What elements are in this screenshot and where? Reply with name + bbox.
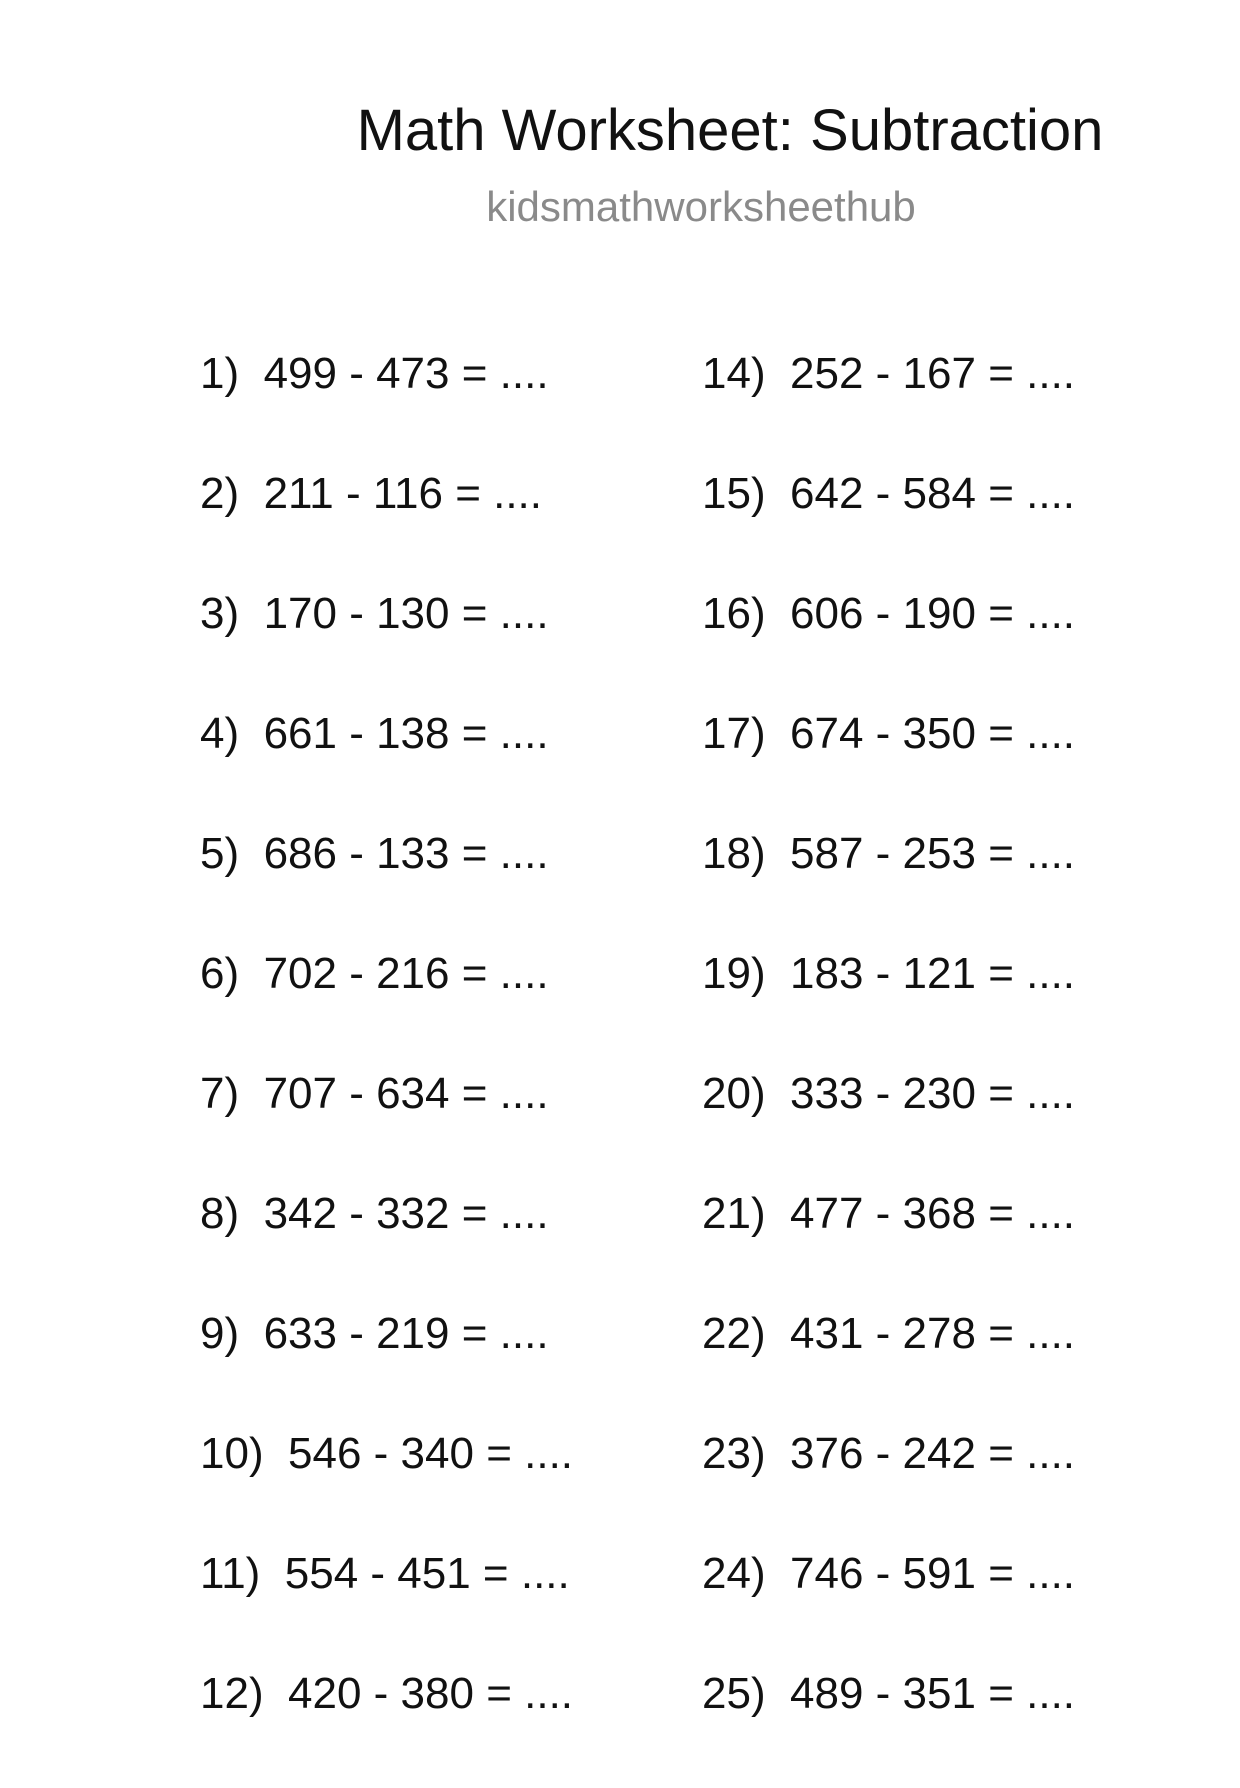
problem-item: 16) 606 - 190 = .... <box>702 589 1076 638</box>
problem-item: 18) 587 - 253 = .... <box>702 829 1076 878</box>
problem-item: 1) 499 - 473 = .... <box>200 349 549 398</box>
problem-item: 9) 633 - 219 = .... <box>200 1309 549 1358</box>
problem-item: 4) 661 - 138 = .... <box>200 709 549 758</box>
problem-item: 2) 211 - 116 = .... <box>200 469 543 518</box>
problem-item: 12) 420 - 380 = .... <box>200 1669 574 1718</box>
problem-item: 3) 170 - 130 = .... <box>200 589 549 638</box>
problem-item: 15) 642 - 584 = .... <box>702 469 1076 518</box>
problem-item: 19) 183 - 121 = .... <box>702 949 1076 998</box>
problem-column-right <box>702 348 1075 1788</box>
problem-item: 5) 686 - 133 = .... <box>200 829 549 878</box>
problem-item: 8) 342 - 332 = .... <box>200 1189 549 1238</box>
problem-item: 22) 431 - 278 = .... <box>702 1309 1076 1358</box>
problem-item: 25) 489 - 351 = .... <box>702 1669 1076 1718</box>
problem-item: 17) 674 - 350 = .... <box>702 709 1076 758</box>
problem-item: 6) 702 - 216 = .... <box>200 949 549 998</box>
problem-item: 23) 376 - 242 = .... <box>702 1429 1076 1478</box>
problem-item: 20) 333 - 230 = .... <box>702 1069 1076 1118</box>
problem-item: 21) 477 - 368 = .... <box>702 1189 1076 1238</box>
problem-item: 11) 554 - 451 = .... <box>200 1549 570 1598</box>
site-name: kidsmathworksheethub <box>486 183 916 230</box>
page-title: Math Worksheet: Subtraction <box>356 98 1104 163</box>
problem-item: 14) 252 - 167 = .... <box>702 349 1076 398</box>
problem-item: 24) 746 - 591 = .... <box>702 1549 1076 1598</box>
problem-item: 10) 546 - 340 = .... <box>200 1429 574 1478</box>
problem-column-left <box>200 348 573 1788</box>
problem-item: 7) 707 - 634 = .... <box>200 1069 549 1118</box>
